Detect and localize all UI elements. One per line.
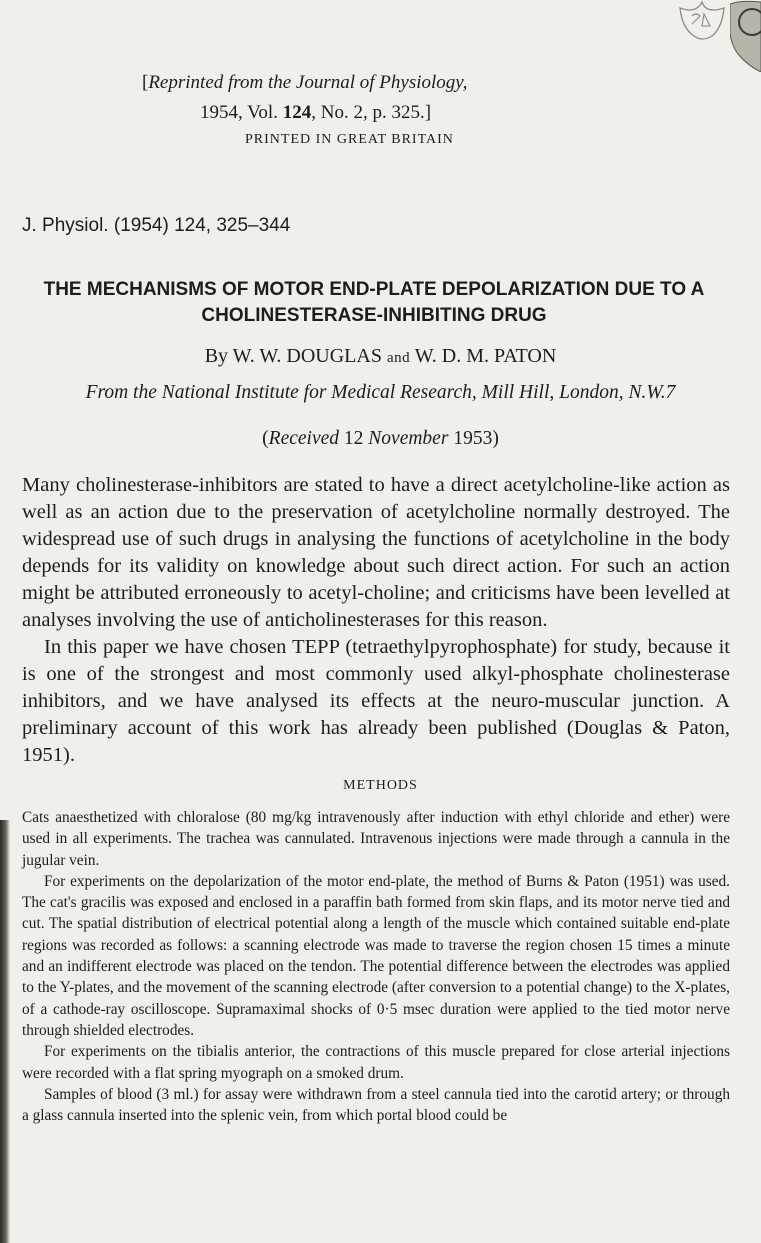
library-stamp-corner	[730, 0, 761, 72]
methods-paragraph: Samples of blood (3 ml.) for assay were withdrawn from a steel cannula tied into the carotid artery; or through a glass cannula inserted into the splenic vein, from which portal blood could be	[22, 1085, 730, 1125]
intro-paragraph: In this paper we have chosen TEPP (tetraethylpyrophosphate) for study, because it is one of the strongest and most commonly used alkyl-phosphate cholinesterase inhibitors, and we have analysed its effects at the neuro-muscular junction. A preliminary account of this work has already been published (Douglas & Paton, 1951).	[22, 636, 730, 766]
reprint-line-2: 1954, Vol. 124, No. 2, p. 325.]	[200, 102, 432, 123]
library-stamp	[676, 0, 728, 44]
introduction	[22, 472, 730, 769]
author-line: By W. W. DOUGLAS and W. D. M. PATON	[204, 345, 557, 367]
printed-in-notice: PRINTED IN GREAT BRITAIN	[245, 132, 454, 147]
methods-heading: METHODS	[343, 778, 418, 793]
intro-paragraph: Many cholinesterase-inhibitors are stated to have a direct acetylcholine-like action as well as an action due to the preservation of acetylcholine normally destroyed. The widespread use of such drugs in analysing the functions of acetylcholine in the body depends for its validity on knowledge about such direct action. For such an action might be attributed erroneously to acetyl-choline; and criticisms have been levelled at analyses involving the use of anticholinesterases for this reason.	[22, 474, 730, 631]
methods-paragraph: For experiments on the depolarization of the motor end-plate, the method of Burns & Paton (1951) was used. The cat's gracilis was exposed and enclosed in a paraffin bath formed from skin flaps, and its motor nerve tied and cut. The spatial distribution of electrical potential along a length of the muscle which contained suitable end-plate regions was recorded as follows: a scanning electrode was made to traverse the region chosen 15 times a minute and an indifferent electrode was placed on the tendon. The potential difference between the electrodes was applied to the Y-plates, and the movement of the scanning electrode (after conversion to a potential change) to the X-plates, of a cathode-ray oscilloscope. Supramaximal shocks of 0·5 msec duration were applied to the tied motor nerve through shielded electrodes.	[22, 872, 730, 1039]
journal-citation: J. Physiol. (1954) 124, 325–344	[22, 215, 291, 236]
paper-title: THE MECHANISMS OF MOTOR END-PLATE DEPOLARIZATION DUE TO A CHOLINESTERASE-INHIBITING DRUG	[43, 279, 705, 326]
methods-paragraph: For experiments on the tibialis anterior, the contractions of this muscle prepared for close arterial injections were recorded with a flat spring myograph on a smoked drum.	[22, 1043, 730, 1082]
methods-section	[22, 807, 730, 1126]
reprint-line-1: [Reprinted from the Journal of Physiology,	[142, 72, 468, 93]
received-date: (Received 12 November 1953)	[262, 428, 499, 449]
affiliation: From the National Institute for Medical Research, Mill Hill, London, N.W.7	[85, 382, 676, 403]
page-edge-shadow	[0, 820, 10, 1243]
methods-paragraph: Cats anaesthetized with chloralose (80 mg/kg intravenously after induction with ethyl chloride and ether) were used in all experiments. The trachea was cannulated. Intravenous injections were made through a cannula in the jugular vein.	[22, 809, 730, 869]
